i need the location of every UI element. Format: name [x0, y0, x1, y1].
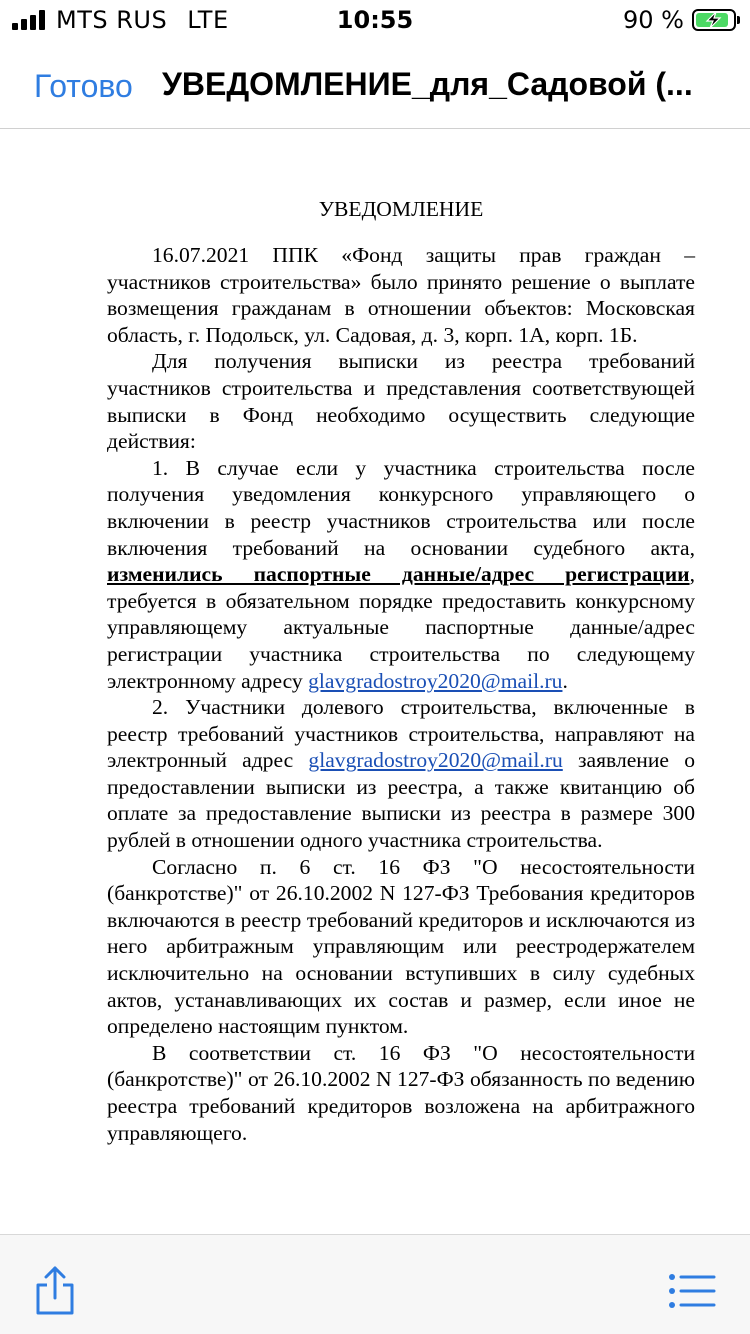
- doc-paragraph-5: Согласно п. 6 ст. 16 ФЗ "О несостоятельности (банкротстве)" от 26.10.2002 N 127-ФЗ Требования кредиторов включаются в реестр требований кредиторов и исключаются из него арбитражным управляющим или реестродержателем исключительно на основании вступивших в силу судебных актов, устанавливающих их состав и размер, если иное не определено настоящим пунктом.: [107, 854, 695, 1039]
- share-button[interactable]: [32, 1265, 78, 1317]
- doc-paragraph-2: Для получения выписки из реестра требований участников строительства и представления соответствующей выписки в Фонд необходимо осуществить следующие действия:: [107, 349, 695, 454]
- document-page: [107, 196, 695, 1146]
- done-button[interactable]: Готово: [34, 68, 133, 104]
- email-link-2[interactable]: glavgradostroy2020@mail.ru: [308, 748, 563, 773]
- document-title: УВЕДОМЛЕНИЕ_для_Садовой (...: [162, 66, 693, 102]
- doc-paragraph-3-text-a: 1. В случае если у участника строительства после получения уведомления конкурсного управляющего о включении в реестр участников строительства или после включения требований на основании судебного акта,: [107, 455, 695, 560]
- doc-heading: УВЕДОМЛЕНИЕ: [318, 197, 484, 221]
- status-bar: [0, 0, 750, 42]
- doc-paragraph-4-text-a: 2. Участники долевого строительства, включенные в реестр требований участников строительства, направляют на электронный адрес: [107, 695, 695, 773]
- bottom-toolbar: [0, 1234, 750, 1334]
- share-icon: [32, 1265, 78, 1317]
- doc-paragraph-4-text-b: заявление о предоставлении выписки из реестра, а также квитанцию об оплате за предоставление выписки из реестра в размере 300 рублей в отношении одного участника строительства.: [107, 748, 695, 853]
- list-icon: [668, 1273, 716, 1309]
- charging-bolt-icon: [694, 11, 734, 29]
- doc-paragraph-3-end: .: [562, 668, 568, 693]
- email-link-1[interactable]: glavgradostroy2020@mail.ru: [308, 668, 563, 693]
- doc-paragraph-3: [107, 455, 695, 694]
- doc-paragraph-6: В соответствии ст. 16 ФЗ "О несостоятельности (банкротстве)" от 26.10.2002 N 127-ФЗ обязанность по ведению реестра требований кредиторов возложена на арбитражного управляющего.: [107, 1040, 695, 1145]
- doc-paragraph-4: [107, 694, 695, 854]
- battery-percent: 90 %: [623, 6, 684, 34]
- doc-emphasis-passport: изменились паспортные данные/адрес регистрации: [107, 562, 690, 587]
- status-time: 10:55: [336, 6, 414, 34]
- status-right: [623, 6, 736, 34]
- network-type: LTE: [187, 6, 229, 34]
- doc-paragraph-1: 16.07.2021 ППК «Фонд защиты прав граждан – участников строительства» было принято решение о выплате возмещения гражданам в отношении объектов: Московская область, г. Подольск, ул. Садовая, д. 3, корп. 1А, корп. 1Б.: [107, 243, 695, 347]
- battery-charging-icon: [692, 9, 736, 31]
- list-button[interactable]: [668, 1273, 716, 1309]
- nav-bar: [0, 44, 750, 129]
- doc-paragraph-3-text-b: , требуется в обязательном порядке предоставить конкурсному управляющему актуальные паспортные данные/адрес регистрации участника строительства по следующему электронному адресу: [107, 562, 695, 693]
- carrier-name: MTS RUS: [56, 6, 168, 34]
